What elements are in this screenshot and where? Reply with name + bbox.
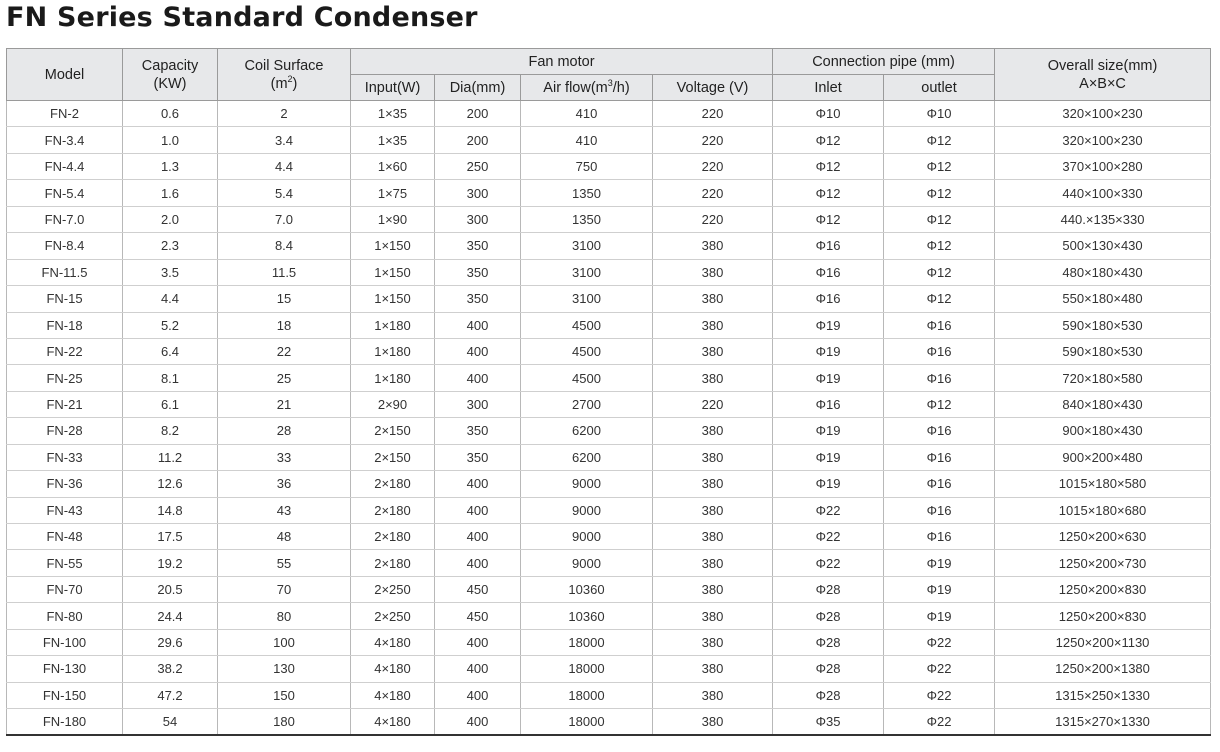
table-row xyxy=(7,153,1211,179)
air-flow-cell: 9000 xyxy=(521,550,653,576)
header-coil-surface: Coil Surface $(m^2)$ xyxy=(218,49,351,101)
model-cell: FN-5.4 xyxy=(7,180,123,206)
overall-size-cell: 590×180×530 xyxy=(995,338,1211,364)
air-flow-cell: 4500 xyxy=(521,338,653,364)
voltage-cell: 220 xyxy=(653,153,773,179)
air-flow-cell: 6200 xyxy=(521,444,653,470)
voltage-cell: 220 xyxy=(653,206,773,232)
table-row xyxy=(7,180,1211,206)
coil-surface-cell: 25 xyxy=(218,365,351,391)
table-row xyxy=(7,550,1211,576)
model-cell: FN-3.4 xyxy=(7,127,123,153)
outlet-cell: Φ10 xyxy=(884,101,995,127)
inlet-cell: Φ12 xyxy=(773,180,884,206)
voltage-cell: 380 xyxy=(653,709,773,735)
air-flow-cell: 3100 xyxy=(521,233,653,259)
table-row xyxy=(7,338,1211,364)
input-cell: 2×180 xyxy=(351,524,435,550)
capacity-cell: 12.6 xyxy=(123,471,218,497)
header-model: Model xyxy=(7,49,123,101)
table-row xyxy=(7,418,1211,444)
voltage-cell: 380 xyxy=(653,629,773,655)
dia-cell: 450 xyxy=(435,603,521,629)
inlet-cell: Φ28 xyxy=(773,656,884,682)
coil-surface-cell: 8.4 xyxy=(218,233,351,259)
table-row xyxy=(7,709,1211,735)
voltage-cell: 380 xyxy=(653,259,773,285)
capacity-cell: 20.5 xyxy=(123,576,218,602)
dia-cell: 350 xyxy=(435,444,521,470)
input-cell: 2×180 xyxy=(351,497,435,523)
model-cell: FN-55 xyxy=(7,550,123,576)
input-cell: 1×180 xyxy=(351,338,435,364)
dia-cell: 200 xyxy=(435,127,521,153)
header-capacity: Capacity (KW) xyxy=(123,49,218,101)
input-cell: 1×150 xyxy=(351,259,435,285)
model-cell: FN-43 xyxy=(7,497,123,523)
voltage-cell: 380 xyxy=(653,497,773,523)
model-cell: FN-150 xyxy=(7,682,123,708)
capacity-cell: 14.8 xyxy=(123,497,218,523)
inlet-cell: Φ19 xyxy=(773,338,884,364)
outlet-cell: Φ22 xyxy=(884,656,995,682)
input-cell: 2×250 xyxy=(351,603,435,629)
overall-size-cell: 590×180×530 xyxy=(995,312,1211,338)
table-row xyxy=(7,286,1211,312)
input-cell: 1×75 xyxy=(351,180,435,206)
outlet-cell: Φ12 xyxy=(884,127,995,153)
inlet-cell: Φ19 xyxy=(773,365,884,391)
input-cell: 1×60 xyxy=(351,153,435,179)
voltage-cell: 380 xyxy=(653,365,773,391)
input-cell: 1×150 xyxy=(351,233,435,259)
input-cell: 2×180 xyxy=(351,550,435,576)
model-cell: FN-21 xyxy=(7,391,123,417)
outlet-cell: Φ16 xyxy=(884,524,995,550)
input-cell: 1×180 xyxy=(351,365,435,391)
overall-size-cell: 1250×200×1380 xyxy=(995,656,1211,682)
capacity-cell: 29.6 xyxy=(123,629,218,655)
dia-cell: 350 xyxy=(435,286,521,312)
coil-surface-cell: 43 xyxy=(218,497,351,523)
overall-size-cell: 440.×135×330 xyxy=(995,206,1211,232)
overall-size-cell: 840×180×430 xyxy=(995,391,1211,417)
coil-surface-cell: 2 xyxy=(218,101,351,127)
table-row xyxy=(7,471,1211,497)
model-cell: FN-18 xyxy=(7,312,123,338)
capacity-cell: 0.6 xyxy=(123,101,218,127)
air-flow-cell: 9000 xyxy=(521,497,653,523)
dia-cell: 250 xyxy=(435,153,521,179)
table-row xyxy=(7,365,1211,391)
inlet-cell: Φ16 xyxy=(773,259,884,285)
overall-size-cell: 500×130×430 xyxy=(995,233,1211,259)
input-cell: 1×150 xyxy=(351,286,435,312)
dia-cell: 450 xyxy=(435,576,521,602)
air-flow-cell: 1350 xyxy=(521,180,653,206)
coil-surface-cell: 3.4 xyxy=(218,127,351,153)
table-row xyxy=(7,259,1211,285)
inlet-cell: Φ19 xyxy=(773,471,884,497)
outlet-cell: Φ16 xyxy=(884,497,995,523)
outlet-cell: Φ19 xyxy=(884,576,995,602)
overall-size-cell: 1015×180×680 xyxy=(995,497,1211,523)
model-cell: FN-11.5 xyxy=(7,259,123,285)
capacity-cell: 2.3 xyxy=(123,233,218,259)
air-flow-cell: 18000 xyxy=(521,629,653,655)
outlet-cell: Φ19 xyxy=(884,550,995,576)
coil-surface-cell: 48 xyxy=(218,524,351,550)
header-overall-size: Overall size(mm) A×B×C xyxy=(995,49,1211,101)
capacity-cell: 54 xyxy=(123,709,218,735)
table-row xyxy=(7,576,1211,602)
dia-cell: 400 xyxy=(435,338,521,364)
inlet-cell: Φ28 xyxy=(773,682,884,708)
model-cell: FN-100 xyxy=(7,629,123,655)
overall-size-cell: 320×100×230 xyxy=(995,101,1211,127)
overall-size-cell: 1015×180×580 xyxy=(995,471,1211,497)
outlet-cell: Φ22 xyxy=(884,709,995,735)
model-cell: FN-48 xyxy=(7,524,123,550)
model-cell: FN-4.4 xyxy=(7,153,123,179)
coil-surface-cell: 4.4 xyxy=(218,153,351,179)
voltage-cell: 380 xyxy=(653,312,773,338)
air-flow-cell: 9000 xyxy=(521,524,653,550)
outlet-cell: Φ16 xyxy=(884,338,995,364)
input-cell: 2×250 xyxy=(351,576,435,602)
outlet-cell: Φ16 xyxy=(884,418,995,444)
capacity-cell: 5.2 xyxy=(123,312,218,338)
inlet-cell: Φ19 xyxy=(773,444,884,470)
capacity-cell: 3.5 xyxy=(123,259,218,285)
table-body xyxy=(7,101,1211,736)
capacity-cell: 6.4 xyxy=(123,338,218,364)
input-cell: 2×90 xyxy=(351,391,435,417)
capacity-cell: 24.4 xyxy=(123,603,218,629)
air-flow-cell: 18000 xyxy=(521,709,653,735)
dia-cell: 350 xyxy=(435,259,521,285)
overall-size-cell: 900×200×480 xyxy=(995,444,1211,470)
table-row xyxy=(7,127,1211,153)
outlet-cell: Φ12 xyxy=(884,233,995,259)
header-air-flow: Air $flow(m^3/h)$ xyxy=(521,75,653,101)
outlet-cell: Φ16 xyxy=(884,312,995,338)
air-flow-cell: 18000 xyxy=(521,682,653,708)
coil-surface-cell: 18 xyxy=(218,312,351,338)
inlet-cell: Φ22 xyxy=(773,524,884,550)
voltage-cell: 380 xyxy=(653,576,773,602)
inlet-cell: Φ16 xyxy=(773,286,884,312)
voltage-cell: 380 xyxy=(653,603,773,629)
dia-cell: 400 xyxy=(435,365,521,391)
inlet-cell: Φ16 xyxy=(773,233,884,259)
header-outlet: outlet xyxy=(884,75,995,101)
air-flow-cell: 4500 xyxy=(521,312,653,338)
coil-surface-cell: 70 xyxy=(218,576,351,602)
table-header xyxy=(7,49,1211,101)
inlet-cell: Φ19 xyxy=(773,418,884,444)
table-row xyxy=(7,656,1211,682)
inlet-cell: Φ28 xyxy=(773,603,884,629)
capacity-cell: 11.2 xyxy=(123,444,218,470)
outlet-cell: Φ12 xyxy=(884,391,995,417)
air-flow-cell: 1350 xyxy=(521,206,653,232)
table-row xyxy=(7,629,1211,655)
input-cell: 4×180 xyxy=(351,629,435,655)
capacity-cell: 19.2 xyxy=(123,550,218,576)
outlet-cell: Φ16 xyxy=(884,471,995,497)
input-cell: 4×180 xyxy=(351,709,435,735)
capacity-cell: 1.6 xyxy=(123,180,218,206)
dia-cell: 400 xyxy=(435,656,521,682)
coil-surface-cell: 100 xyxy=(218,629,351,655)
capacity-cell: 17.5 xyxy=(123,524,218,550)
inlet-cell: Φ35 xyxy=(773,709,884,735)
air-flow-cell: 4500 xyxy=(521,365,653,391)
voltage-cell: 380 xyxy=(653,444,773,470)
model-cell: FN-8.4 xyxy=(7,233,123,259)
dia-cell: 400 xyxy=(435,312,521,338)
coil-surface-cell: 5.4 xyxy=(218,180,351,206)
input-cell: 4×180 xyxy=(351,682,435,708)
input-cell: 1×35 xyxy=(351,127,435,153)
dia-cell: 400 xyxy=(435,471,521,497)
page-title: FN Series Standard Condenser xyxy=(6,2,478,33)
voltage-cell: 380 xyxy=(653,471,773,497)
dia-cell: 400 xyxy=(435,682,521,708)
overall-size-cell: 1250×200×630 xyxy=(995,524,1211,550)
table-row xyxy=(7,391,1211,417)
header-input: Input(W) xyxy=(351,75,435,101)
table-row xyxy=(7,444,1211,470)
air-flow-cell: 10360 xyxy=(521,576,653,602)
outlet-cell: Φ16 xyxy=(884,365,995,391)
input-cell: 2×150 xyxy=(351,444,435,470)
condenser-spec-table xyxy=(6,48,1211,736)
coil-surface-cell: 180 xyxy=(218,709,351,735)
capacity-cell: 4.4 xyxy=(123,286,218,312)
dia-cell: 400 xyxy=(435,497,521,523)
dia-cell: 400 xyxy=(435,709,521,735)
voltage-cell: 220 xyxy=(653,127,773,153)
model-cell: FN-2 xyxy=(7,101,123,127)
model-cell: FN-130 xyxy=(7,656,123,682)
dia-cell: 350 xyxy=(435,233,521,259)
voltage-cell: 380 xyxy=(653,418,773,444)
coil-surface-cell: 150 xyxy=(218,682,351,708)
overall-size-cell: 1250×200×1130 xyxy=(995,629,1211,655)
table-row xyxy=(7,497,1211,523)
model-cell: FN-80 xyxy=(7,603,123,629)
inlet-cell: Φ28 xyxy=(773,576,884,602)
air-flow-cell: 750 xyxy=(521,153,653,179)
overall-size-cell: 1250×200×830 xyxy=(995,576,1211,602)
outlet-cell: Φ12 xyxy=(884,286,995,312)
air-flow-cell: 3100 xyxy=(521,259,653,285)
capacity-cell: 8.2 xyxy=(123,418,218,444)
coil-surface-cell: 33 xyxy=(218,444,351,470)
model-cell: FN-22 xyxy=(7,338,123,364)
inlet-cell: Φ12 xyxy=(773,153,884,179)
voltage-cell: 220 xyxy=(653,101,773,127)
outlet-cell: Φ19 xyxy=(884,603,995,629)
model-cell: FN-70 xyxy=(7,576,123,602)
input-cell: 2×150 xyxy=(351,418,435,444)
capacity-cell: 1.3 xyxy=(123,153,218,179)
dia-cell: 200 xyxy=(435,101,521,127)
voltage-cell: 380 xyxy=(653,550,773,576)
model-cell: FN-15 xyxy=(7,286,123,312)
capacity-cell: 1.0 xyxy=(123,127,218,153)
voltage-cell: 220 xyxy=(653,180,773,206)
model-cell: FN-36 xyxy=(7,471,123,497)
dia-cell: 300 xyxy=(435,180,521,206)
inlet-cell: Φ16 xyxy=(773,391,884,417)
inlet-cell: Φ22 xyxy=(773,550,884,576)
overall-size-cell: 440×100×330 xyxy=(995,180,1211,206)
header-fan-motor: Fan motor xyxy=(351,49,773,75)
outlet-cell: Φ22 xyxy=(884,682,995,708)
voltage-cell: 380 xyxy=(653,233,773,259)
input-cell: 1×180 xyxy=(351,312,435,338)
outlet-cell: Φ12 xyxy=(884,180,995,206)
dia-cell: 300 xyxy=(435,391,521,417)
voltage-cell: 380 xyxy=(653,682,773,708)
capacity-cell: 2.0 xyxy=(123,206,218,232)
coil-surface-cell: 7.0 xyxy=(218,206,351,232)
overall-size-cell: 370×100×280 xyxy=(995,153,1211,179)
voltage-cell: 380 xyxy=(653,656,773,682)
table-row xyxy=(7,206,1211,232)
model-cell: FN-180 xyxy=(7,709,123,735)
voltage-cell: 220 xyxy=(653,391,773,417)
overall-size-cell: 1315×250×1330 xyxy=(995,682,1211,708)
table-row xyxy=(7,603,1211,629)
overall-size-cell: 480×180×430 xyxy=(995,259,1211,285)
air-flow-cell: 9000 xyxy=(521,471,653,497)
voltage-cell: 380 xyxy=(653,286,773,312)
input-cell: 1×35 xyxy=(351,101,435,127)
model-cell: FN-33 xyxy=(7,444,123,470)
air-flow-cell: 6200 xyxy=(521,418,653,444)
overall-size-cell: 900×180×430 xyxy=(995,418,1211,444)
air-flow-cell: 410 xyxy=(521,101,653,127)
capacity-cell: 6.1 xyxy=(123,391,218,417)
dia-cell: 400 xyxy=(435,550,521,576)
model-cell: FN-28 xyxy=(7,418,123,444)
input-cell: 4×180 xyxy=(351,656,435,682)
input-cell: 2×180 xyxy=(351,471,435,497)
table-row xyxy=(7,312,1211,338)
header-dia: Dia(mm) xyxy=(435,75,521,101)
coil-surface-cell: 15 xyxy=(218,286,351,312)
overall-size-cell: 720×180×580 xyxy=(995,365,1211,391)
outlet-cell: Φ16 xyxy=(884,444,995,470)
header-connection-pipe: Connection pipe (mm) xyxy=(773,49,995,75)
input-cell: 1×90 xyxy=(351,206,435,232)
voltage-cell: 380 xyxy=(653,338,773,364)
voltage-cell: 380 xyxy=(653,524,773,550)
air-flow-cell: 18000 xyxy=(521,656,653,682)
outlet-cell: Φ12 xyxy=(884,153,995,179)
overall-size-cell: 1250×200×730 xyxy=(995,550,1211,576)
dia-cell: 400 xyxy=(435,524,521,550)
outlet-cell: Φ22 xyxy=(884,629,995,655)
inlet-cell: Φ10 xyxy=(773,101,884,127)
table-row xyxy=(7,524,1211,550)
capacity-cell: 8.1 xyxy=(123,365,218,391)
air-flow-cell: 3100 xyxy=(521,286,653,312)
coil-surface-cell: 130 xyxy=(218,656,351,682)
coil-surface-cell: 80 xyxy=(218,603,351,629)
air-flow-cell: 10360 xyxy=(521,603,653,629)
inlet-cell: Φ19 xyxy=(773,312,884,338)
overall-size-cell: 1250×200×830 xyxy=(995,603,1211,629)
coil-surface-cell: 21 xyxy=(218,391,351,417)
table-row xyxy=(7,101,1211,127)
coil-surface-cell: 55 xyxy=(218,550,351,576)
dia-cell: 300 xyxy=(435,206,521,232)
header-voltage: Voltage (V) xyxy=(653,75,773,101)
table-row xyxy=(7,233,1211,259)
coil-surface-cell: 36 xyxy=(218,471,351,497)
dia-cell: 400 xyxy=(435,629,521,655)
coil-surface-cell: 11.5 xyxy=(218,259,351,285)
table-row xyxy=(7,682,1211,708)
overall-size-cell: 550×180×480 xyxy=(995,286,1211,312)
outlet-cell: Φ12 xyxy=(884,259,995,285)
dia-cell: 350 xyxy=(435,418,521,444)
air-flow-cell: 410 xyxy=(521,127,653,153)
inlet-cell: Φ28 xyxy=(773,629,884,655)
inlet-cell: Φ12 xyxy=(773,127,884,153)
inlet-cell: Φ22 xyxy=(773,497,884,523)
model-cell: FN-7.0 xyxy=(7,206,123,232)
capacity-cell: 47.2 xyxy=(123,682,218,708)
header-inlet: Inlet xyxy=(773,75,884,101)
model-cell: FN-25 xyxy=(7,365,123,391)
coil-surface-cell: 22 xyxy=(218,338,351,364)
coil-surface-cell: 28 xyxy=(218,418,351,444)
capacity-cell: 38.2 xyxy=(123,656,218,682)
overall-size-cell: 1315×270×1330 xyxy=(995,709,1211,735)
inlet-cell: Φ12 xyxy=(773,206,884,232)
air-flow-cell: 2700 xyxy=(521,391,653,417)
outlet-cell: Φ12 xyxy=(884,206,995,232)
overall-size-cell: 320×100×230 xyxy=(995,127,1211,153)
